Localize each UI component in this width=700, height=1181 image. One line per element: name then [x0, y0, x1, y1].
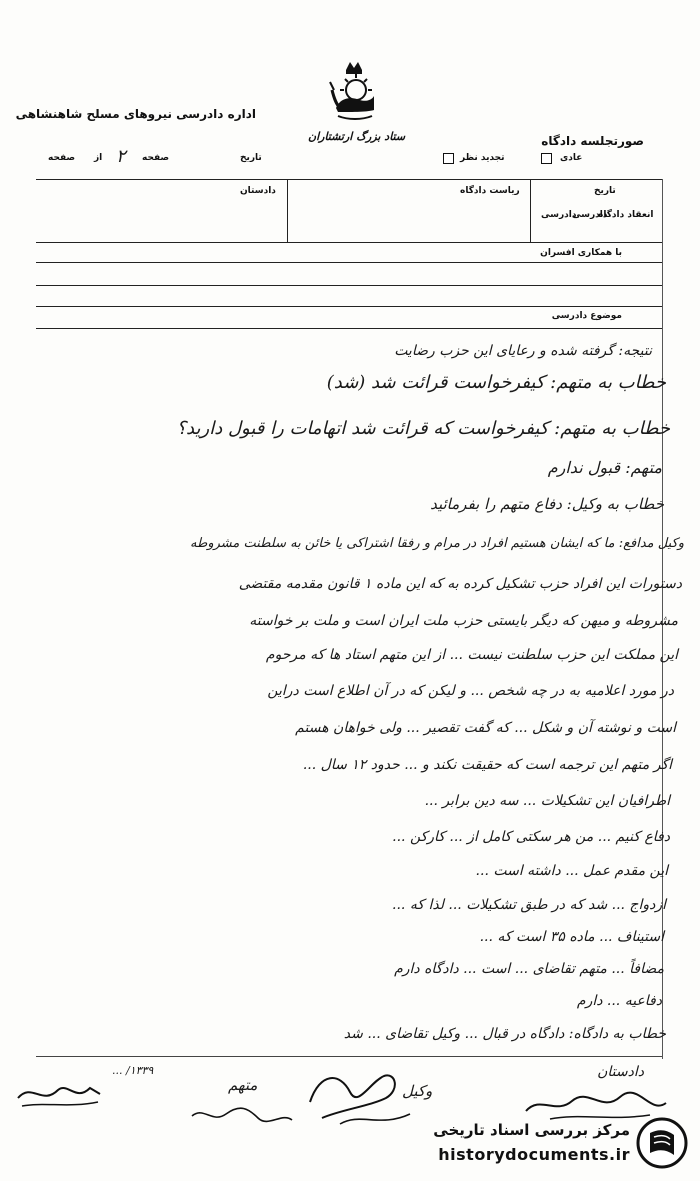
- handwriting-line-16: ازدواج ... شد که در طبق تشکیلات ... لذا که ...: [392, 897, 666, 913]
- form-rule-6: [36, 328, 662, 329]
- footer-prosecutor-label: دادستان: [597, 1064, 644, 1080]
- organization-title: اداره دادرسی نیروهای مسلح شاهنشاهی: [15, 107, 256, 121]
- review-label: تجدید نظر: [460, 153, 505, 163]
- handwriting-line-5: خطاب به وکیل: دفاع متهم را بفرمائید: [430, 495, 664, 513]
- handwriting-line-13: اطرافیان این تشکیلات ... سه دین برابر ...: [424, 793, 670, 809]
- footer-lawyer-label: وکیل: [402, 1082, 433, 1100]
- prosecutor-box-label: دادستان: [240, 186, 276, 196]
- footer-defendant-label: متهم: [228, 1076, 258, 1094]
- page-label: صفحه: [142, 153, 170, 163]
- trial-label: دادرسی: [541, 210, 577, 220]
- form-rule-top: [36, 179, 662, 180]
- form-divider-1: [287, 179, 288, 242]
- bottom-rule: [36, 1056, 662, 1057]
- handwriting-line-11: است و نوشته آن و شکل ... که گفت تقصیر ... ولی خواهان هستم: [295, 720, 676, 736]
- of-label: از: [94, 153, 103, 163]
- handwriting-line-7: دستورات این افراد حزب تشکیل کرده به که این ماده ۱ قانون مقدمه مقتضی: [238, 576, 682, 592]
- review-checkbox: [443, 153, 454, 164]
- handwriting-line-3: خطاب به متهم: کیفرخواست که قرائت شد اتهامات را قبول دارید؟: [176, 418, 670, 439]
- pages-total-label: صفحه: [48, 153, 76, 163]
- emblem-place-text: ستاد بزرگ ارتشتاران: [308, 130, 406, 143]
- handwriting-line-19: دفاعیه ... دارم: [576, 993, 662, 1009]
- handwriting-line-2: خطاب به متهم: کیفرخواست قرائت شد (شد): [326, 372, 666, 393]
- subject-label: موضوع دادرسی: [551, 311, 622, 321]
- handwriting-line-6: وکیل مدافع: ما که ایشان هستیم افراد در مرام و رفقا اشتراکی یا خائن به سلطنت مشروطه: [190, 536, 684, 551]
- handwriting-line-9: این مملکت این حزب سلطنت نیست ... از این متهم استاد ها که مرحوم: [265, 647, 678, 663]
- court-presidency-label: ریاست دادگاه: [460, 186, 520, 196]
- form-rule-3: [36, 262, 662, 263]
- trial-label-2: دادرسی: [572, 210, 608, 220]
- lion-and-sun-emblem-icon: [324, 60, 384, 122]
- footer-date-stamp: ۱۳۳۹/ ...: [112, 1064, 154, 1077]
- ordinary-label: عادی: [560, 153, 583, 163]
- handwriting-line-12: اگر متهم این ترجمه است که حقیقت نکند و ... حدود ۱۲ سال ...: [302, 757, 672, 773]
- form-rule-2: [36, 242, 662, 243]
- handwriting-line-1: نتیجه: گرفته شده و رعایای این حزب رضایت: [394, 343, 652, 359]
- cooperation-label: با همکاری افسران: [540, 248, 622, 258]
- lawyer-signature: [300, 1062, 420, 1132]
- handwriting-line-20: خطاب به دادگاه: دادگاه در قبال ... وکیل تقاضای ... شد: [343, 1026, 666, 1042]
- defendant-signature: [14, 1076, 104, 1112]
- handwriting-line-8: مشروطه و میهن که دیگر بایستی حزب ملت ایران است و ملت بر خواسته: [249, 613, 678, 629]
- archive-logo-icon: [636, 1117, 688, 1169]
- court-session-label: انعقاد دادگاه: [598, 210, 654, 220]
- header-date-label: تاریخ: [240, 153, 262, 163]
- handwriting-line-4: متهم: قبول ندارم: [547, 458, 662, 477]
- form-date-label: تاریخ: [594, 186, 616, 196]
- ordinary-checkbox: [541, 153, 552, 164]
- handwriting-line-17: استیناف ... ماده ۳۵ است که ...: [479, 929, 664, 945]
- form-rule-4: [36, 285, 662, 286]
- form-title: صورتجلسه دادگاه: [541, 134, 644, 148]
- page-number-value: ۲: [116, 146, 126, 167]
- form-divider-2: [530, 179, 531, 242]
- form-rule-5: [36, 306, 662, 307]
- handwriting-line-14: دفاع کنیم ... من هر سکتی کامل از ... کارکن ...: [392, 829, 670, 845]
- watermark-url: historydocuments.ir: [438, 1145, 630, 1164]
- archive-watermark: [422, 1115, 692, 1175]
- defendant-name-scribble: [186, 1098, 296, 1132]
- handwriting-line-18: مضافاً ... متهم تقاضای ... است ... دادگاه دارم: [394, 961, 664, 977]
- handwriting-line-10: در مورد اعلامیه به در چه شخص ... و لیکن که در آن اطلاع است دراین: [267, 683, 674, 699]
- watermark-title: مرکز بررسی اسناد تاریخی: [433, 1121, 630, 1139]
- handwriting-line-15: این مقدم عمل ... داشته است ...: [475, 863, 668, 879]
